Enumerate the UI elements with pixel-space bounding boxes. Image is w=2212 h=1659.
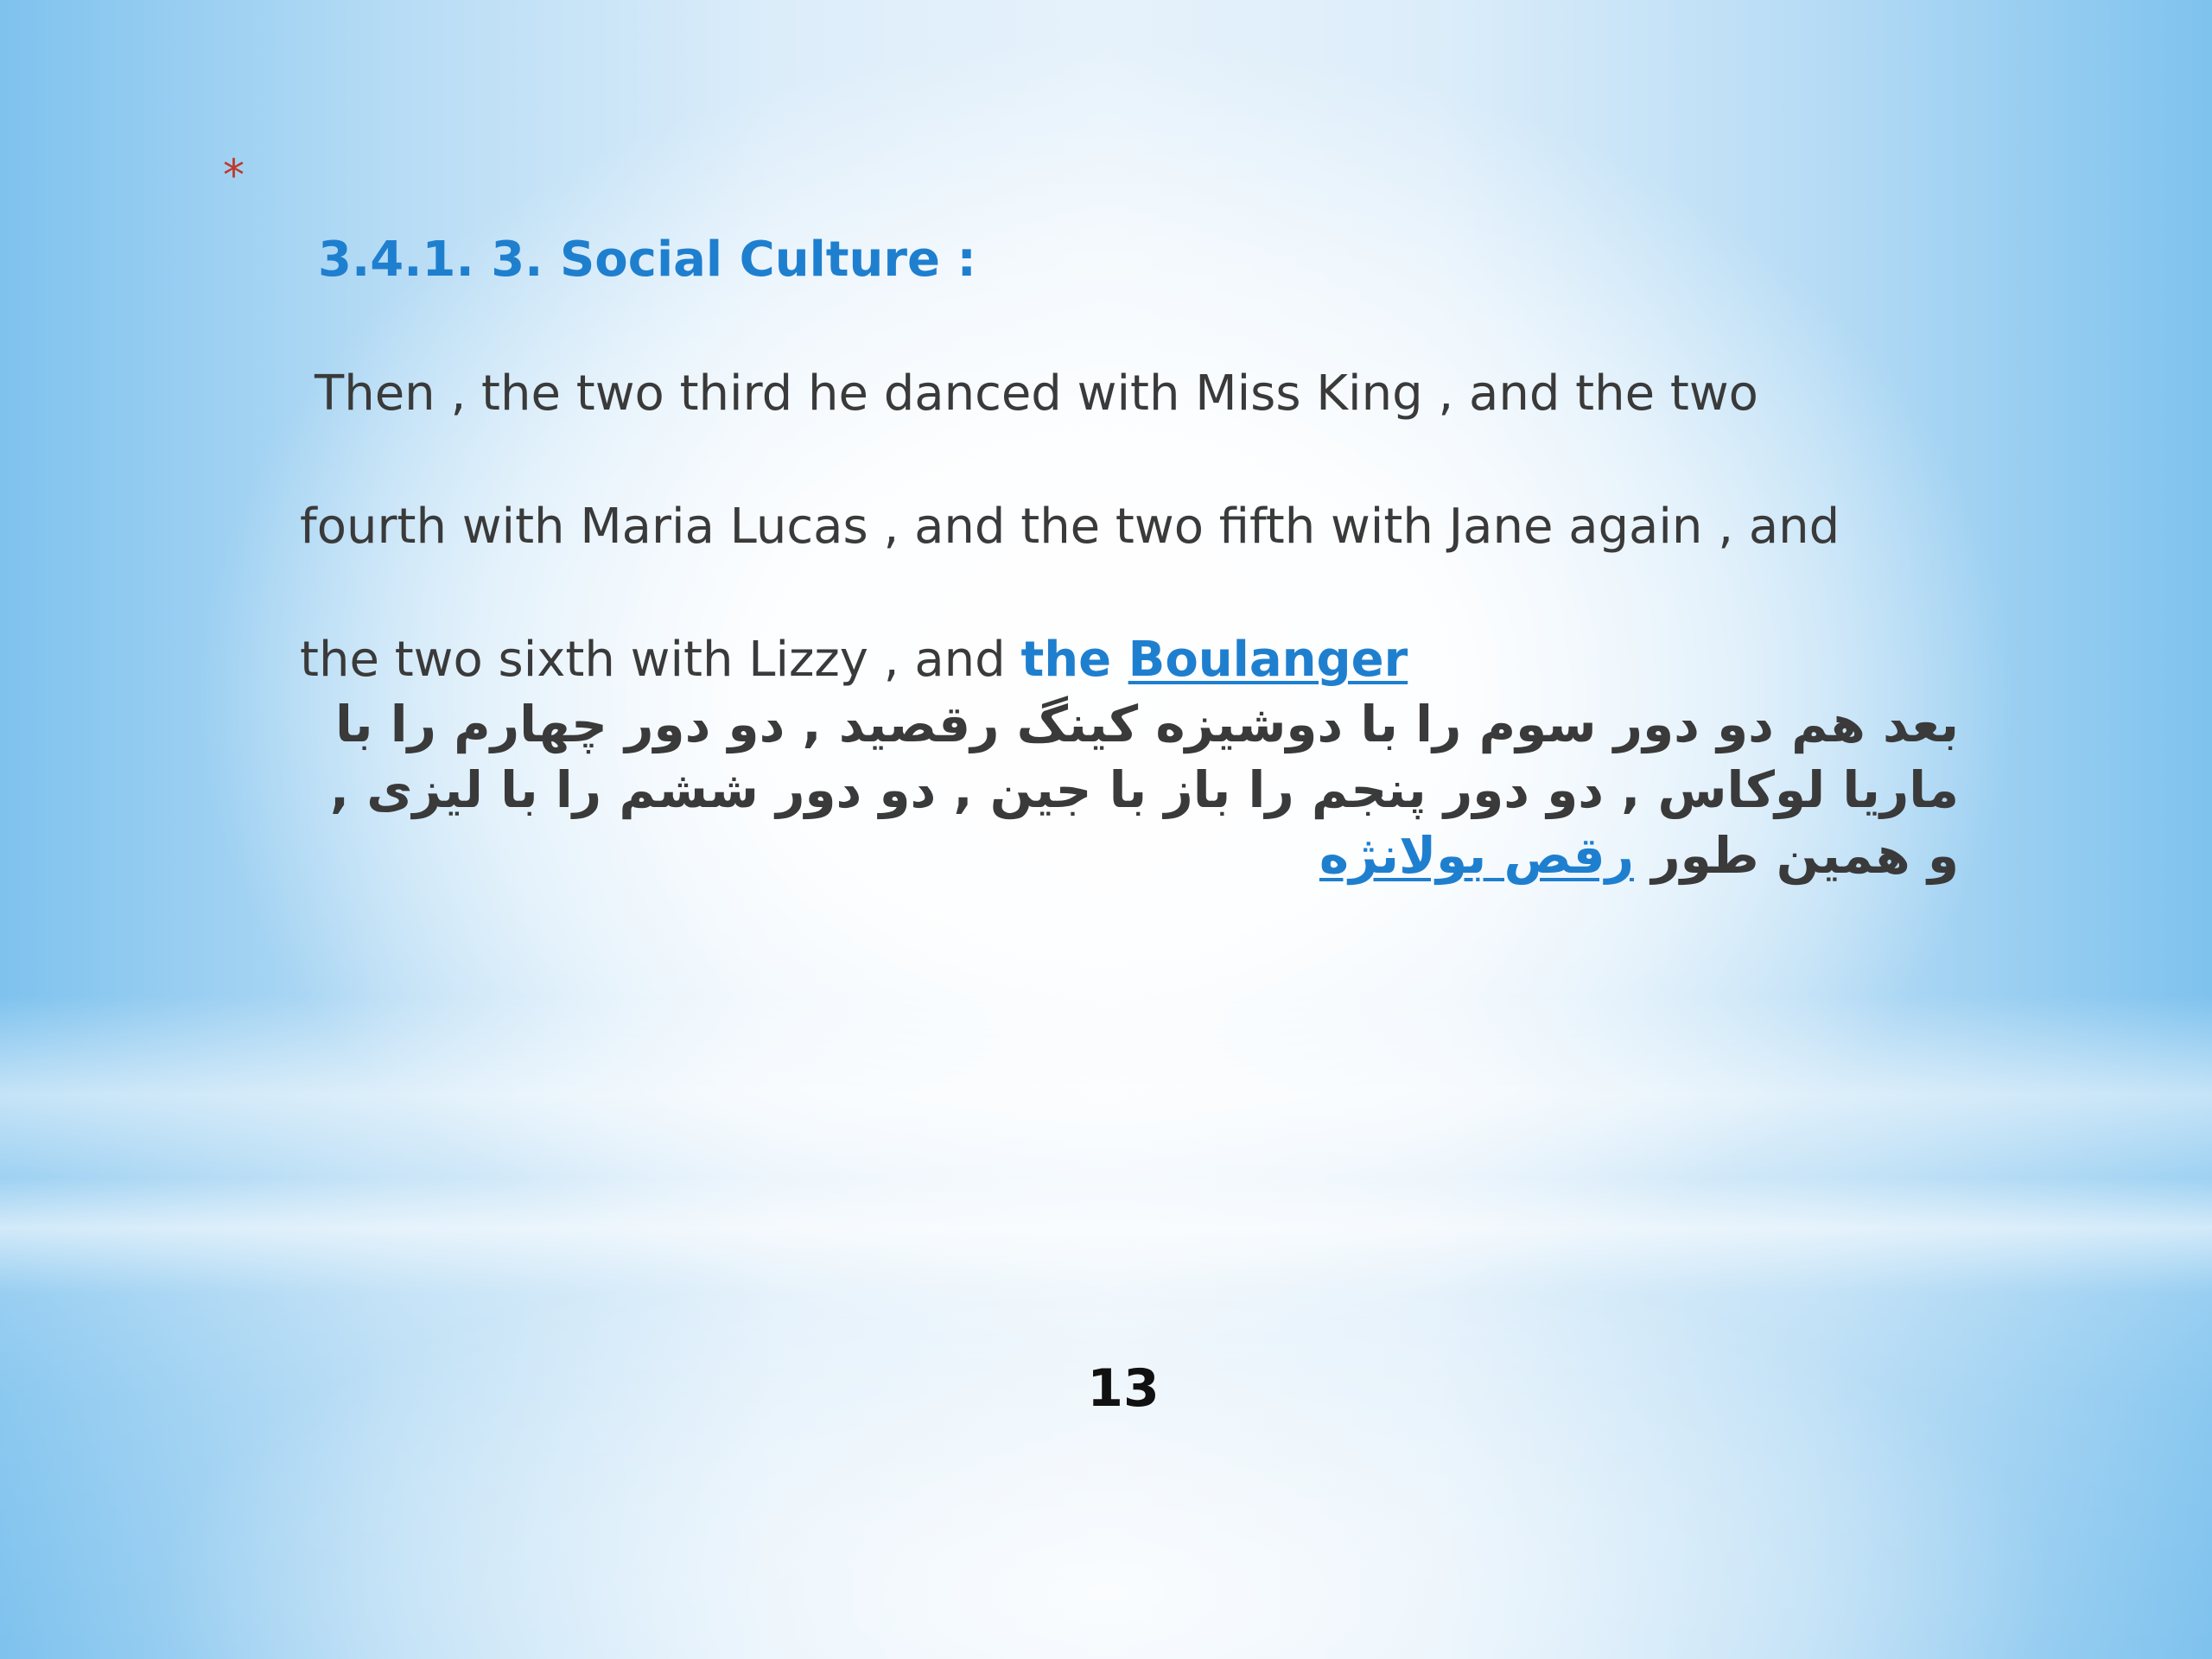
- english-accent-the: the: [1020, 632, 1112, 688]
- bullet-asterisk-icon: *: [223, 150, 245, 200]
- persian-line-2: ماریا لوکاس , دو دور پنجم را باز با جین , دو دور ششم را با لیزی ,: [330, 760, 1959, 819]
- persian-line-1: بعد هم دو دور سوم را با دوشیزه کینگ رقصید , دو دور چهارم را با: [334, 695, 1959, 753]
- english-line-2: fourth with Maria Lucas , and the two fifth with Jane again , and: [300, 499, 1840, 555]
- english-line-1: Then , the two third he danced with Miss King , and the two: [315, 365, 1758, 422]
- section-heading: 3.4.1. 3. Social Culture :: [318, 232, 976, 288]
- persian-boulanger-link[interactable]: رقص بولانژه: [1319, 826, 1635, 885]
- persian-line-3: [1302, 823, 1959, 888]
- persian-translation: [300, 691, 1959, 888]
- english-line-3: [300, 630, 1408, 690]
- page-number: 13: [1087, 1358, 1160, 1419]
- english-line-3-text: the two sixth with Lizzy , and: [300, 632, 1021, 688]
- boulanger-link[interactable]: Boulanger: [1128, 632, 1408, 688]
- persian-line-3-text: و همین طور: [1634, 826, 1959, 885]
